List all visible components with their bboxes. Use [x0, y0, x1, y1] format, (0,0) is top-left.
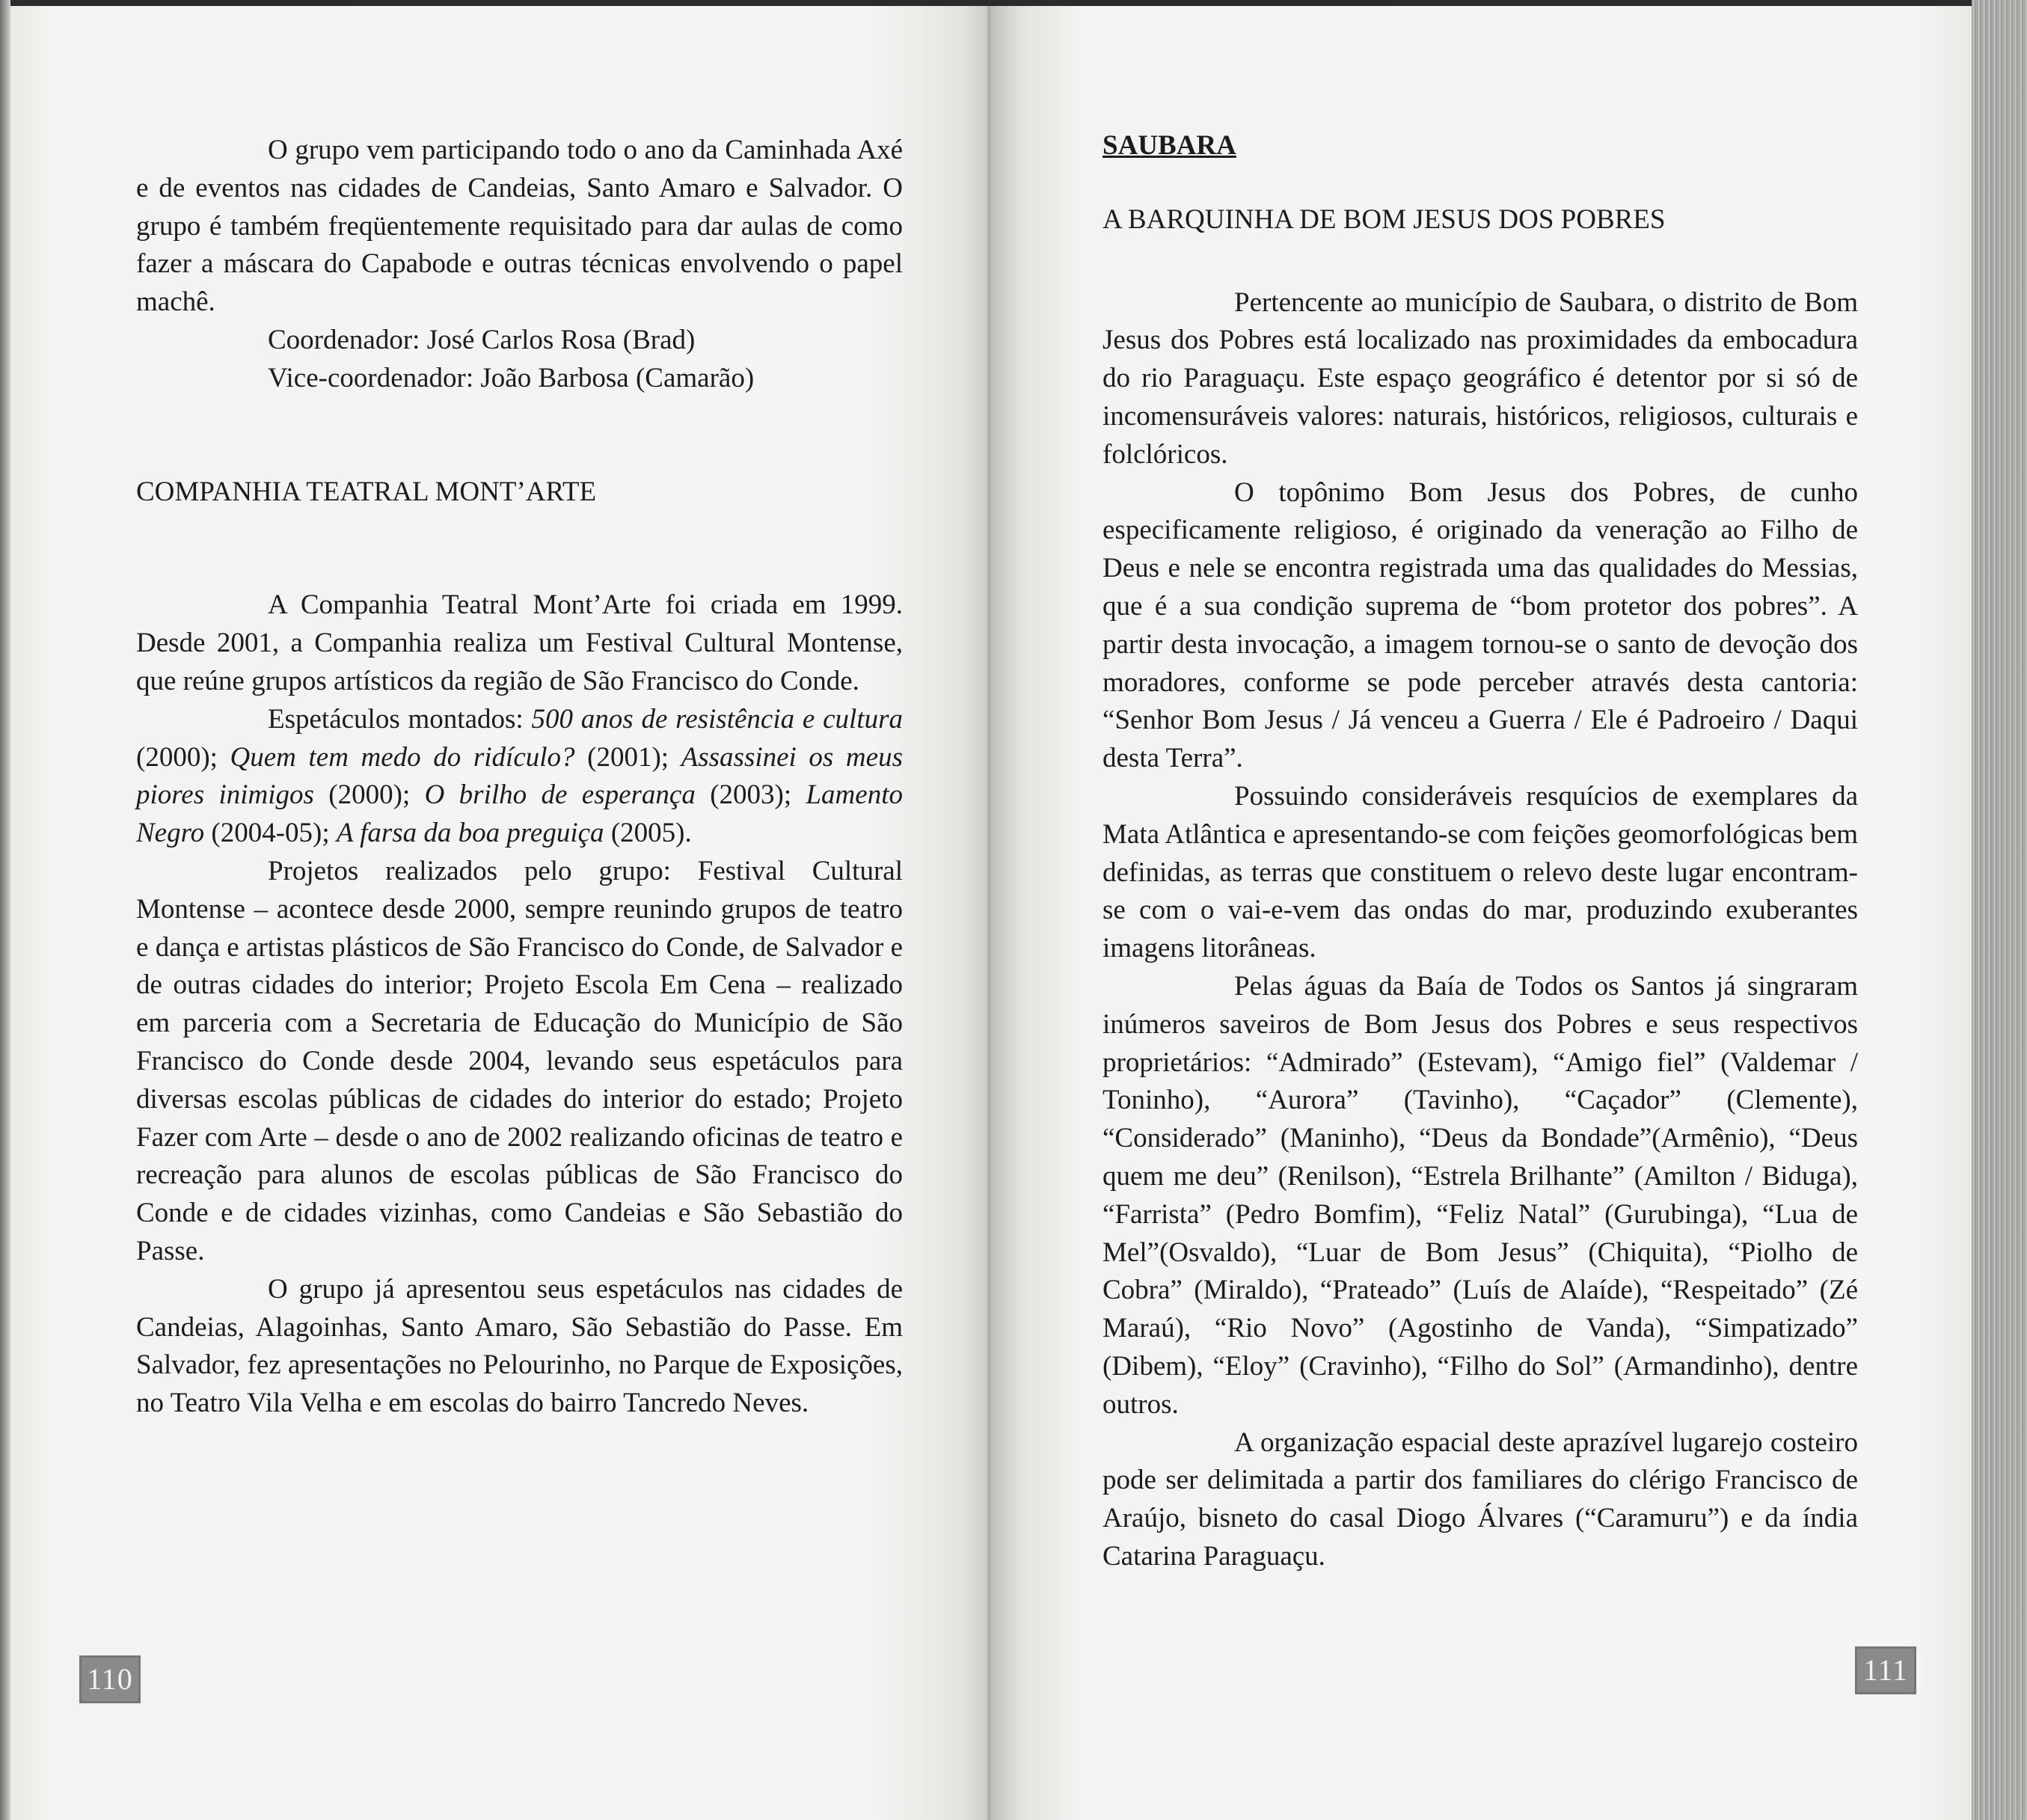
show-year: (2003);: [695, 779, 806, 811]
left-page: [10, 6, 990, 1820]
spacer: [136, 511, 903, 586]
left-page-text: [136, 132, 903, 1423]
show-title: Assassinei os meus piores inimigos: [136, 741, 903, 811]
show-title: 500 anos de resistência e cultura: [531, 703, 904, 735]
paragraph-toponimo: O topônimo Bom Jesus dos Pobres, de cunho especificamente religioso, é originado da veneração ao Filho de Deus e nele se encontra registrada uma das qualidades do Messias, que é a sua condição suprema de “bom protetor dos pobres”. A partir desta invocação, a imagem tornou-se o santo de devoção dos moradores, conforme se pode perceber através desta cantoria: “Senhor Bom Jesus / Já venceu a Guerra / Ele é Padroeiro / Daqui desta Terra”.: [1103, 477, 1858, 774]
show-title: Quem tem medo do ridículo?: [230, 741, 575, 773]
book-fore-edge: [1972, 0, 2027, 1820]
show-year: (2001);: [574, 741, 681, 773]
section-heading-barquinha: A BARQUINHA DE BOM JESUS DOS POBRES: [1103, 203, 1666, 235]
show-title: A farsa da boa preguiça: [336, 818, 604, 849]
scan-left-edge: [0, 0, 10, 1820]
paragraph-saveiros: Pelas águas da Baía de Todos os Santos já singraram inúmeros saveiros de Bom Jesus dos Pobres e seus respectivos proprietários: “Admirado” (Estevam), “Amigo fiel” (Valdemar / Toninho), “Aurora” (Tavinho), “Caçador” (Clemente), “Considerado” (Maninho), “Deus da Bondade”(Armênio), “Deus quem me deu” (Renilson), “Estrela Brilhante” (Amilton / Biduga), “Farrista” (Pedro Bomfim), “Feliz Natal” (Gurubinga), “Lua de Mel”(Osvaldo), “Luar de Bom Jesus” (Chiquita), “Piolho de Cobra” (Miraldo), “Prateado” (Luís de Alaíde), “Respeitado” (Zé Maraú), “Rio Novo” (Agostinho de Vanda), “Simpatizado” (Dibem), “Eloy” (Cravinho), “Filho do Sol” (Armandinho), dentre outros.: [1103, 970, 1858, 1420]
shows-lead: Espetáculos montados:: [268, 703, 532, 735]
paragraph-apresentacoes: O grupo já apresentou seus espetáculos nas cidades de Candeias, Alagoinhas, Santo Amaro, São Sebastião do Passe. Em Salvador, fez apresentações no Pelourinho, no Parque de Exposições, no Teatro Vila Velha e em escolas do bairro Tancredo Neves.: [136, 1273, 903, 1419]
show-title: O brilho de esperança: [424, 779, 696, 811]
vice-coordinator-line: Vice-coordenador: João Barbosa (Camarão): [268, 362, 755, 393]
coordinator-line: Coordenador: José Carlos Rosa (Brad): [268, 324, 696, 355]
right-page-text: [1103, 127, 1858, 1576]
page-number: 111: [1855, 1646, 1916, 1694]
spacer: [1103, 239, 1858, 284]
paragraph-pertencente: Pertencente ao município de Saubara, o distrito de Bom Jesus dos Pobres está localizado nas proximidades da embocadura do rio Paraguaçu. Este espaço geográfico é detentor por si só de incomensuráveis valores: naturais, históricos, religiosos, culturais e folclóricos.: [1103, 287, 1858, 470]
right-page: [990, 6, 1978, 1820]
paragraph-organizacao: A organização espacial deste aprazível lugarejo costeiro pode ser delimitada a partir dos familiares do clérigo Francisco de Araújo, bisneto do casal Diogo Álvares (“Caramuru”) e da índia Catarina Paraguaçu.: [1103, 1427, 1858, 1572]
paragraph-companhia: A Companhia Teatral Mont’Arte foi criada em 1999. Desde 2001, a Companhia realiza um Festival Cultural Montense, que reúne grupos artísticos da região de São Francisco do Conde.: [136, 589, 903, 696]
show-year: (2000);: [313, 779, 425, 811]
paragraph-caminhada: O grupo vem participando todo o ano da Caminhada Axé e de eventos nas cidades de Candeias, Santo Amaro e Salvador. O grupo é também freqüentemente requisitado para dar aulas de como fazer a máscara do Capabode e outras técnicas envolvendo o papel machê.: [136, 135, 903, 318]
paragraph-espetaculos: [136, 701, 903, 853]
spacer: [136, 398, 903, 474]
paragraph-projetos: Projetos realizados pelo grupo: Festival Cultural Montense – acontece desde 2000, sempre reunindo grupos de teatro e dança e artistas plásticos de São Francisco do Conde, de Salvador e de outras cidades do interior; Projeto Escola Em Cena – realizado em parceria com a Secretaria de Educação do Município de São Francisco do Conde desde 2004, levando seus espetáculos para diversas escolas públicas de cidades do interior do estado; Projeto Fazer com Arte – desde o ano de 2002 realizando oficinas de teatro e recreação para alunos de escolas públicas de São Francisco do Conde e de cidades vizinhas, como Candeias e São Sebastião do Passe.: [136, 855, 903, 1266]
section-heading-montarte: COMPANHIA TEATRAL MONT’ARTE: [136, 476, 597, 507]
show-year: (2004-05);: [204, 818, 337, 849]
show-title: Lamento Negro: [136, 779, 903, 849]
page-number: 110: [79, 1655, 141, 1703]
show-year: (2005).: [604, 818, 692, 849]
spacer: [1103, 165, 1858, 201]
paragraph-mata-atlantica: Possuindo consideráveis resquícios de exemplares da Mata Atlântica e apresentando-se com feições geomorfológicas bem definidas, as terras que constituem o relevo deste lugar encontram-se com o vai-e-vem das ondas do mar, produzindo exuberantes imagens litorâneas.: [1103, 780, 1858, 964]
section-title-saubara: SAUBARA: [1103, 130, 1236, 161]
show-year: (2000);: [136, 741, 230, 773]
